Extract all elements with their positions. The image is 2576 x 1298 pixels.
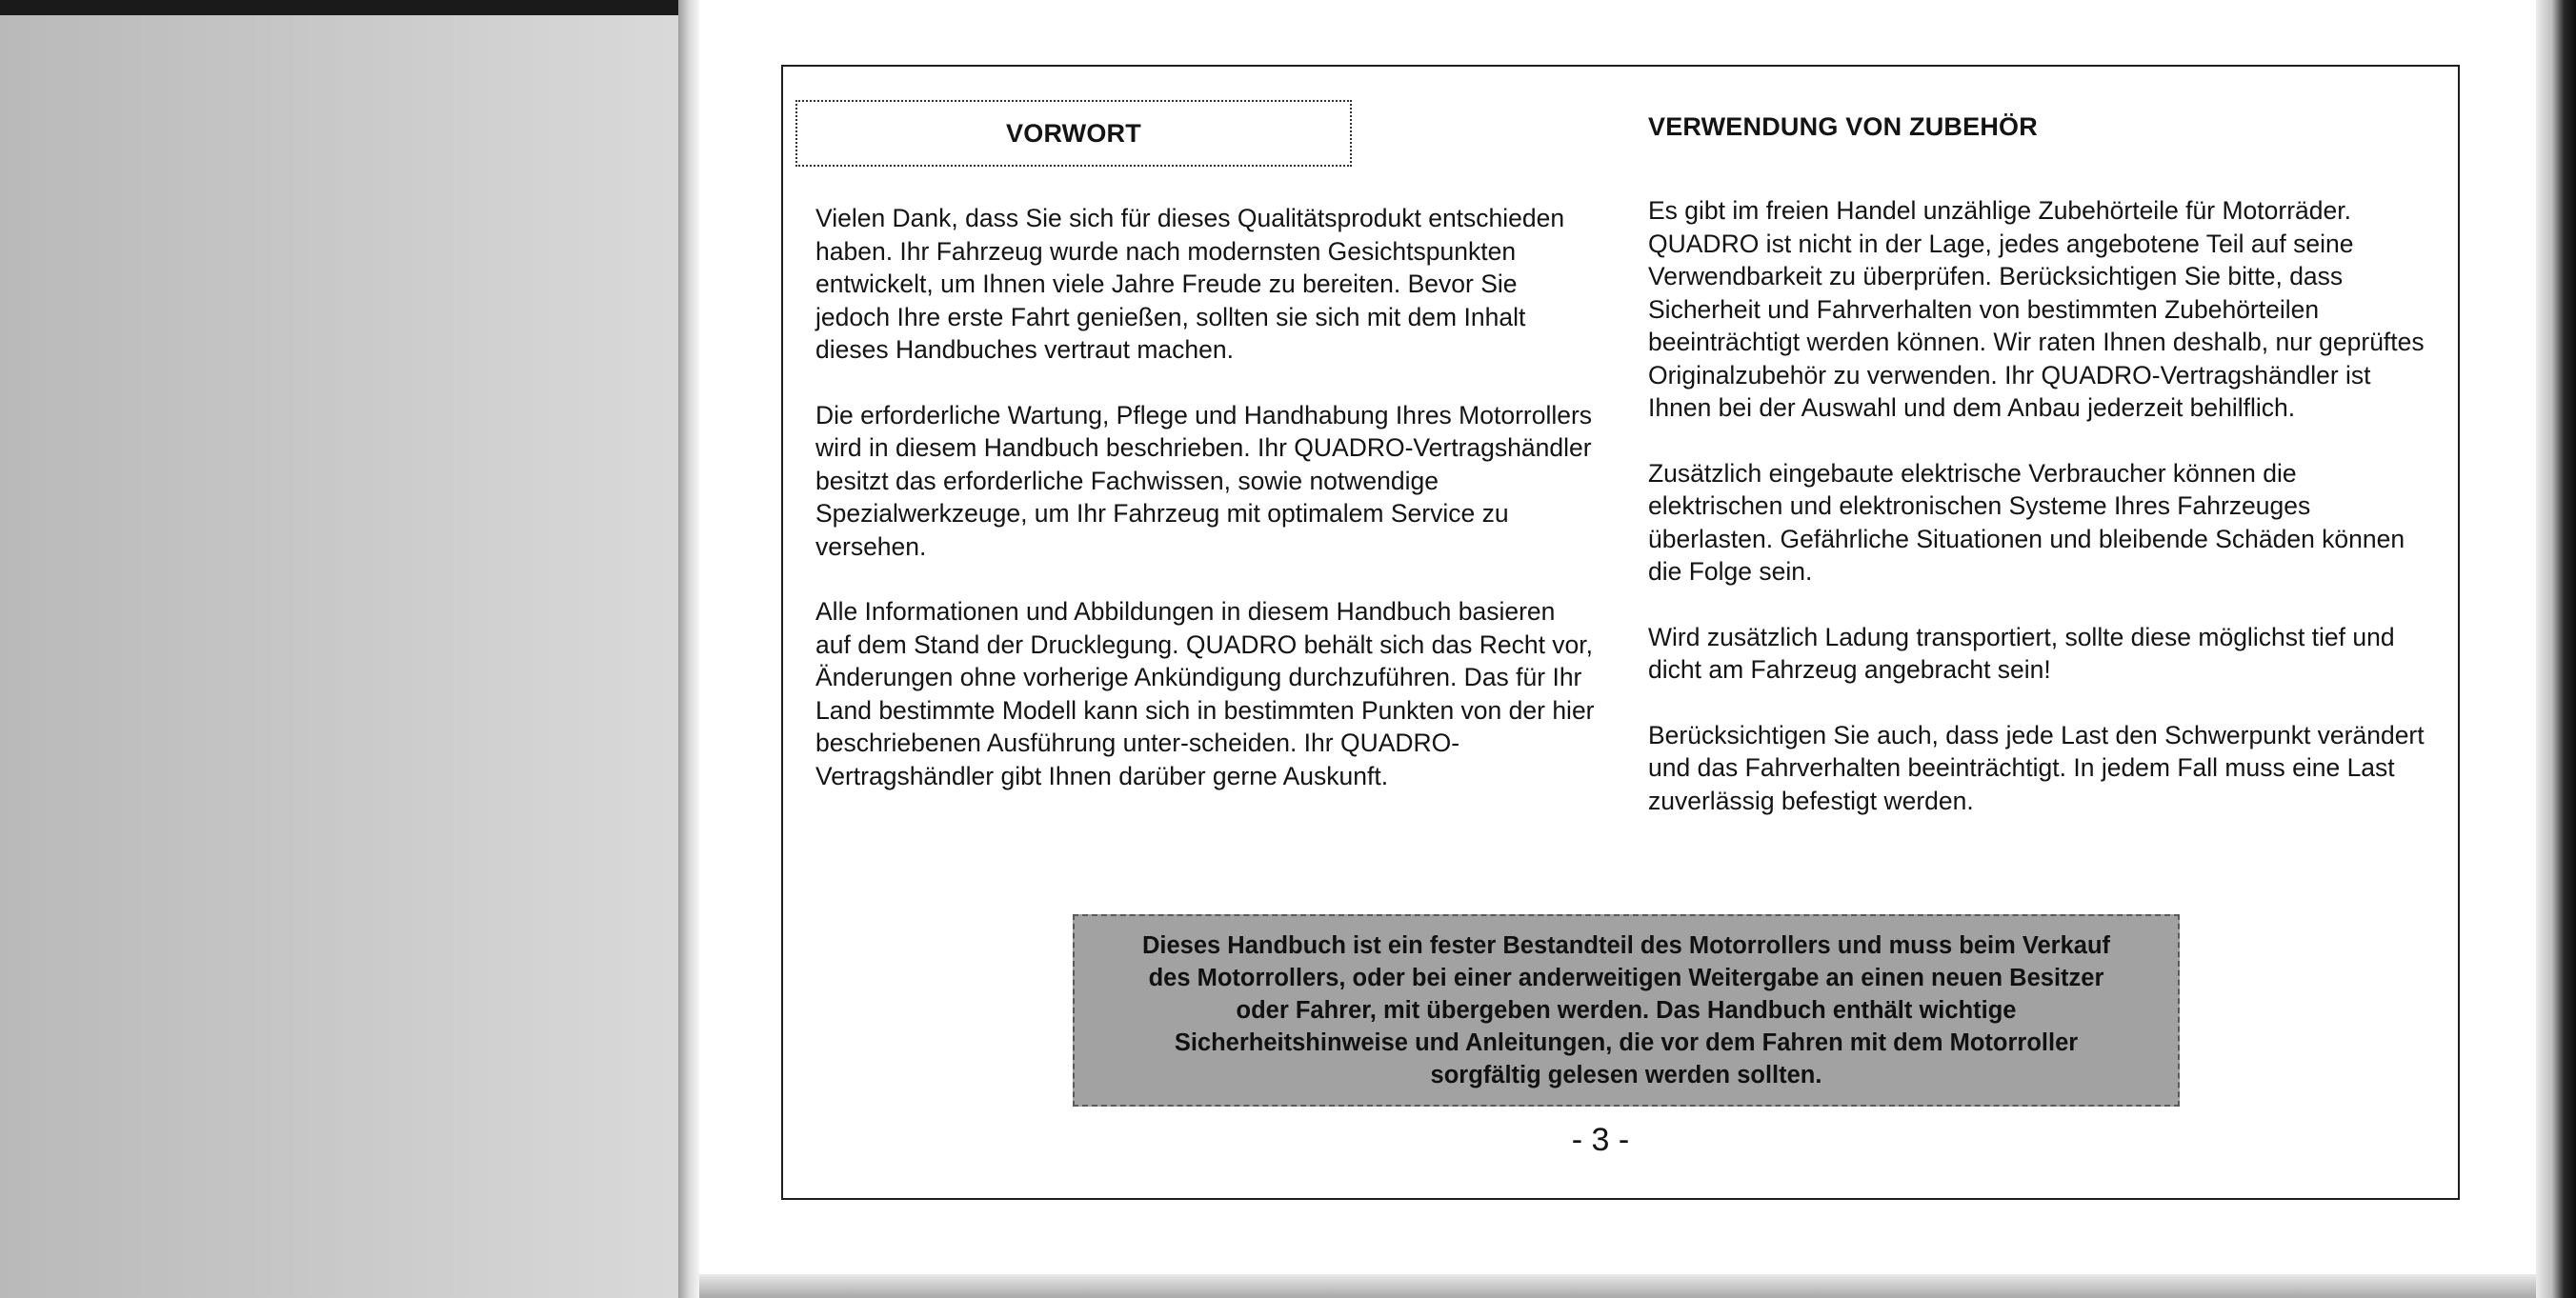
foreword-paragraph: Alle Informationen und Abbildungen in diesem Handbuch basieren auf dem Stand der Drucklegung. QUADRO behält sich das Recht vor, Änderungen ohne vorherige Ankündigung durchzuführen. Das für Ihr Land bestimmte Modell kann sich in bestimmten Punkten von der hier beschriebenen Ausführung unter-scheiden. Ihr QUADRO-Vertragshändler gibt Ihnen darüber gerne Auskunft. [815,597,1595,790]
foreword-heading: VORWORT [1006,118,1141,148]
accessories-paragraph: Berücksichtigen Sie auch, dass jede Last den Schwerpunkt verändert und das Fahrverhalten beeinträchtigt. In jedem Fall muss eine Last zuverlässig befestigt werden. [1648,720,2425,815]
book-gutter [678,0,699,1298]
accessories-paragraph: Wird zusätzlich Ladung transportiert, sollte diese möglichst tief und dicht am Fahrzeug angebracht sein! [1648,622,2395,684]
left-page-edge [0,0,694,1298]
foreword-section [815,202,1597,825]
accessories-heading: VERWENDUNG VON ZUBEHÖR [1648,112,2038,141]
foreword-paragraph: Die erforderliche Wartung, Pflege und Handhabung Ihres Motorrollers wird in diesem Handbuch beschrieben. Ihr QUADRO-Vertragshändler besitzt das erforderliche Fachwissen, sowie notwendige Spezialwerkzeuge, um Ihr Fahrzeug mit optimalem Service zu versehen. [815,400,1593,561]
foreword-heading-box [795,100,1352,167]
page-number: - 3 - [1571,1122,1630,1158]
accessories-paragraph: Zusätzlich eingebaute elektrische Verbraucher können die elektrischen und elektronischen Systeme Ihres Fahrzeuges überlasten. Gefährliche Situationen und bleibende Schäden können die Folge sein. [1648,458,2405,586]
page-bottom-edge [699,1274,2538,1298]
foreword-paragraph: Vielen Dank, dass Sie sich für dieses Qualitätsprodukt entschieden haben. Ihr Fahrzeug wurde nach modernsten Gesichtspunkten entwickelt, um Ihnen viele Jahre Freude zu bereiten. Bevor Sie jedoch Ihre erste Fahrt genießen, sollten sie sich mit dem Inhalt dieses Handbuches vertraut machen. [815,204,1565,364]
scan-shadow [0,0,694,15]
accessories-section [1648,194,2429,849]
notice-text: Dieses Handbuch ist ein fester Bestandteil des Motorrollers und muss beim Verkauf des Motorrollers, oder bei einer anderweitigen Weitergabe an einen neuen Besitzer oder Fahrer, mit übergeben werden. Das Handbuch enthält wichtige Sicherheitshinweise und Anleitungen, die vor dem Fahren mit dem Motorroller sorgfältig gelesen werden sollten. [1141,932,2111,1088]
accessories-paragraph: Es gibt im freien Handel unzählige Zubehörteile für Motorräder. QUADRO ist nicht in der Lage, jedes angebotene Teil auf seine Verwendbarkeit zu überprüfen. Berücksichtigen Sie bitte, dass Sicherheit und Fahrverhalten von bestimmten Zubehörteilen beeinträchtigt werden können. Wir raten Ihnen deshalb, nur geprüftes Originalzubehör zu verwenden. Ihr QUADRO-Vertragshändler ist Ihnen bei der Auswahl und dem Anbau jederzeit behilflich. [1648,196,2425,422]
page-right-edge [2536,0,2576,1298]
notice-box [1073,914,2180,1107]
